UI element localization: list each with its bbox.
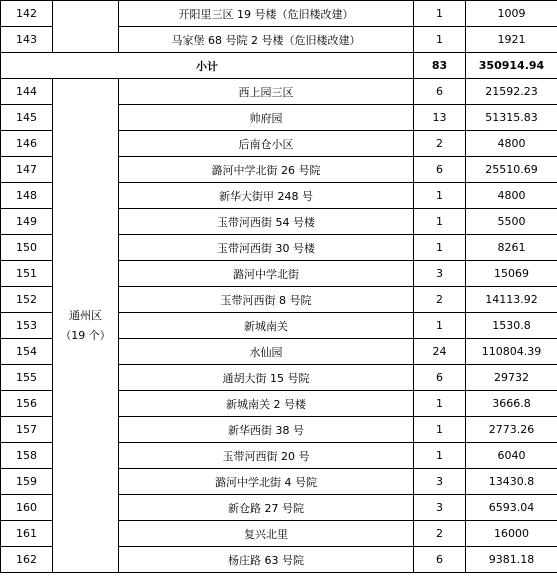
- building-count: 1: [414, 417, 466, 443]
- building-count: 1: [414, 27, 466, 53]
- area-value: 9381.18: [466, 547, 557, 573]
- table-row: [1, 1, 557, 27]
- community-name: 开阳里三区 19 号楼（危旧楼改建）: [119, 1, 414, 27]
- row-number: 144: [1, 79, 53, 105]
- row-number: 154: [1, 339, 53, 365]
- area-value: 5500: [466, 209, 557, 235]
- district-count-note: （19 个）: [60, 328, 111, 342]
- building-count: 6: [414, 365, 466, 391]
- district-cell: [53, 79, 119, 573]
- area-value: 4800: [466, 131, 557, 157]
- row-number: 153: [1, 313, 53, 339]
- subtotal-row: [1, 53, 557, 79]
- community-name: 玉带河西街 8 号院: [119, 287, 414, 313]
- area-value: 4800: [466, 183, 557, 209]
- building-count: 3: [414, 469, 466, 495]
- area-value: 14113.92: [466, 287, 557, 313]
- row-number: 147: [1, 157, 53, 183]
- community-name: 通胡大街 15 号院: [119, 365, 414, 391]
- building-count: 24: [414, 339, 466, 365]
- building-count: 1: [414, 183, 466, 209]
- table-body: [1, 1, 557, 573]
- community-name: 复兴北里: [119, 521, 414, 547]
- building-count: 13: [414, 105, 466, 131]
- district-name: 通州区: [69, 308, 102, 322]
- row-number: 157: [1, 417, 53, 443]
- row-number: 145: [1, 105, 53, 131]
- area-value: 1009: [466, 1, 557, 27]
- building-count: 1: [414, 391, 466, 417]
- area-value: 6593.04: [466, 495, 557, 521]
- row-number: 156: [1, 391, 53, 417]
- row-number: 160: [1, 495, 53, 521]
- row-number: 159: [1, 469, 53, 495]
- area-value: 6040: [466, 443, 557, 469]
- area-value: 25510.69: [466, 157, 557, 183]
- community-name: 新华大街甲 248 号: [119, 183, 414, 209]
- area-value: 110804.39: [466, 339, 557, 365]
- building-count: 6: [414, 79, 466, 105]
- subtotal-area: 350914.94: [466, 53, 557, 79]
- area-value: 1530.8: [466, 313, 557, 339]
- subtotal-label: 小计: [1, 53, 414, 79]
- building-count: 2: [414, 287, 466, 313]
- community-name: 玉带河西街 54 号楼: [119, 209, 414, 235]
- community-name: 新仓路 27 号院: [119, 495, 414, 521]
- row-number: 142: [1, 1, 53, 27]
- area-value: 13430.8: [466, 469, 557, 495]
- building-count: 6: [414, 157, 466, 183]
- row-number: 150: [1, 235, 53, 261]
- community-name: 杨庄路 63 号院: [119, 547, 414, 573]
- building-count: 3: [414, 495, 466, 521]
- community-name: 新城南关: [119, 313, 414, 339]
- community-name: 马家堡 68 号院 2 号楼（危旧楼改建）: [119, 27, 414, 53]
- community-name: 新城南关 2 号楼: [119, 391, 414, 417]
- area-value: 15069: [466, 261, 557, 287]
- building-count: 2: [414, 521, 466, 547]
- area-value: 16000: [466, 521, 557, 547]
- district-cell-continued: [53, 1, 119, 53]
- area-value: 51315.83: [466, 105, 557, 131]
- row-number: 158: [1, 443, 53, 469]
- row-number: 161: [1, 521, 53, 547]
- row-number: 146: [1, 131, 53, 157]
- area-value: 8261: [466, 235, 557, 261]
- community-name: 新华西街 38 号: [119, 417, 414, 443]
- area-value: 21592.23: [466, 79, 557, 105]
- community-name: 西上园三区: [119, 79, 414, 105]
- building-count: 1: [414, 313, 466, 339]
- building-count: 1: [414, 235, 466, 261]
- area-value: 2773.26: [466, 417, 557, 443]
- building-count: 1: [414, 209, 466, 235]
- community-name: 潞河中学北街 26 号院: [119, 157, 414, 183]
- row-number: 162: [1, 547, 53, 573]
- row-number: 151: [1, 261, 53, 287]
- community-name: 玉带河西街 20 号: [119, 443, 414, 469]
- building-count: 2: [414, 131, 466, 157]
- community-name: 潞河中学北街 4 号院: [119, 469, 414, 495]
- area-value: 29732: [466, 365, 557, 391]
- row-number: 143: [1, 27, 53, 53]
- area-value: 1921: [466, 27, 557, 53]
- building-count: 1: [414, 1, 466, 27]
- row-number: 152: [1, 287, 53, 313]
- community-name: 水仙园: [119, 339, 414, 365]
- building-count: 6: [414, 547, 466, 573]
- area-value: 3666.8: [466, 391, 557, 417]
- building-count: 3: [414, 261, 466, 287]
- community-name: 潞河中学北街: [119, 261, 414, 287]
- community-name: 玉带河西街 30 号楼: [119, 235, 414, 261]
- row-number: 148: [1, 183, 53, 209]
- row-number: 155: [1, 365, 53, 391]
- subtotal-count: 83: [414, 53, 466, 79]
- community-name: 后南仓小区: [119, 131, 414, 157]
- community-name: 帅府园: [119, 105, 414, 131]
- building-count: 1: [414, 443, 466, 469]
- table-row: [1, 79, 557, 105]
- row-number: 149: [1, 209, 53, 235]
